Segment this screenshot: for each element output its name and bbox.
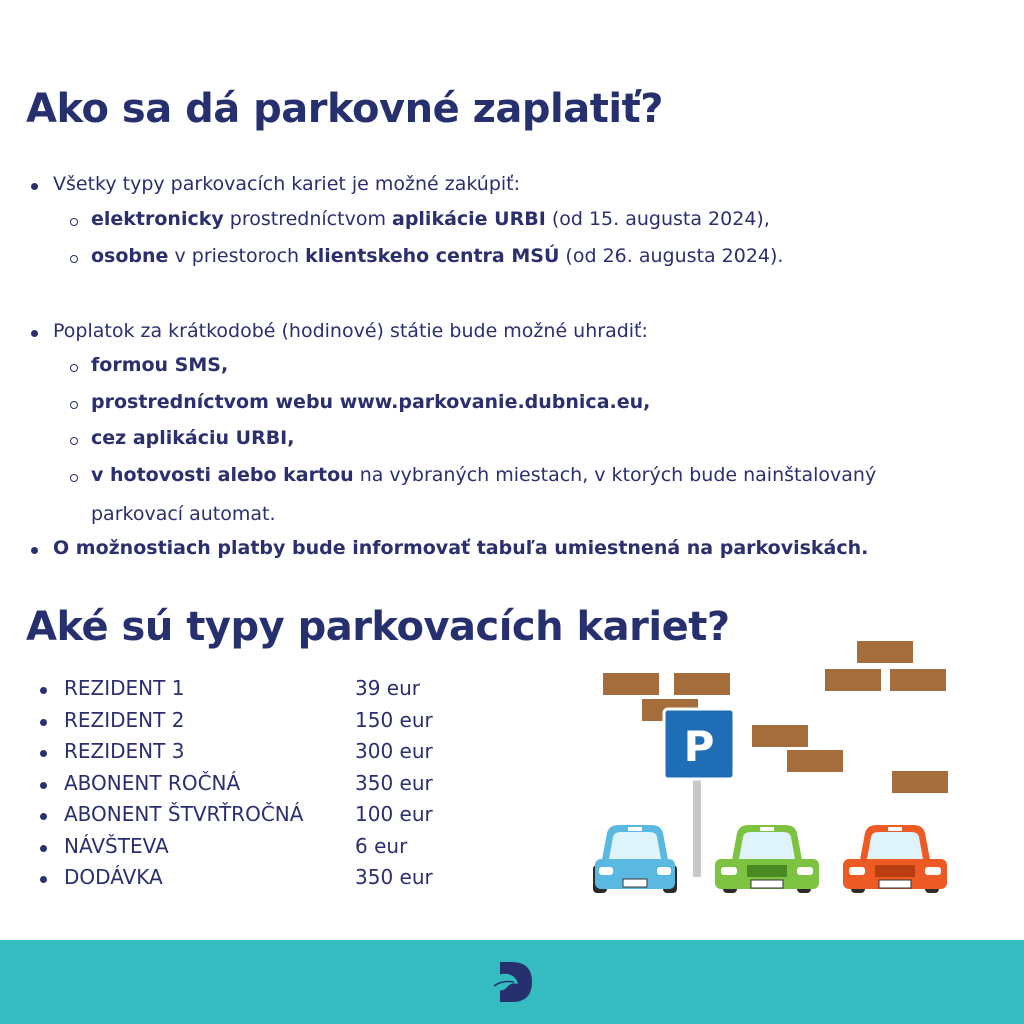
parking-illustration	[585, 635, 955, 910]
card-type-row	[40, 865, 480, 897]
car-orange	[843, 825, 947, 893]
car-blue	[593, 825, 677, 893]
bullet-short-term-fee: Poplatok za krátkodobé (hodinové) státie bude možné uhradiť:	[53, 320, 648, 342]
dubnica-logo-icon	[486, 960, 538, 1004]
sub-bullet-ring	[70, 255, 78, 263]
bullet-cards-purchase: Všetky typy parkovacích kariet je možné zakúpiť:	[53, 173, 521, 195]
bullet-dot	[31, 330, 38, 337]
bullet-dot	[40, 719, 47, 726]
sub-bullet-ring	[70, 474, 78, 482]
sub-bullet-personal: osobne v priestoroch klientskeho centra MSÚ (od 26. augusta 2024).	[91, 245, 784, 267]
parking-sign-letter: P	[683, 722, 715, 771]
card-type-name: ABONENT ŠTVRŤROČNÁ	[64, 802, 304, 826]
card-type-price: 100 eur	[355, 802, 433, 826]
sub-bullet-app: cez aplikáciu URBI,	[91, 427, 295, 449]
card-type-row	[40, 834, 480, 866]
card-types-list	[40, 676, 480, 897]
bullet-dot	[40, 845, 47, 852]
card-type-name: NÁVŠTEVA	[64, 833, 169, 858]
bullet-dot	[40, 813, 47, 820]
brick-wall	[603, 641, 948, 793]
card-type-price: 300 eur	[355, 739, 433, 763]
footer-bar	[0, 940, 1024, 1024]
bullet-info-board: O možnostiach platby bude informovať tabuľa umiestnená na parkoviskách.	[53, 537, 869, 559]
section-title-card-types: Aké sú typy parkovacích kariet?	[26, 604, 730, 650]
car-green	[715, 825, 819, 893]
bullet-dot	[31, 183, 38, 190]
card-type-row	[40, 676, 480, 708]
card-type-price: 350 eur	[355, 865, 433, 889]
card-type-price: 350 eur	[355, 770, 433, 795]
card-type-name: DODÁVKA	[64, 865, 163, 889]
page-title: Ako sa dá parkovné zaplatiť?	[26, 86, 663, 132]
sub-bullet-ring	[70, 364, 78, 372]
card-type-name: ABONENT ROČNÁ	[64, 770, 241, 795]
card-type-row	[40, 802, 480, 834]
sub-bullet-cash-card-cont: parkovací automat.	[91, 503, 276, 525]
card-type-price: 150 eur	[355, 707, 433, 732]
bullet-dot	[31, 547, 38, 554]
bullet-dot	[40, 782, 47, 789]
sub-bullet-web: prostredníctvom webu www.parkovanie.dubnica.eu,	[91, 391, 651, 413]
card-type-row	[40, 708, 480, 740]
bullet-dot	[40, 687, 47, 694]
sub-bullet-electronic: elektronicky prostredníctvom aplikácie URBI (od 15. augusta 2024),	[91, 208, 770, 230]
card-type-name: REZIDENT 2	[64, 707, 185, 732]
card-type-price: 39 eur	[355, 676, 421, 700]
card-type-name: REZIDENT 3	[64, 739, 185, 763]
sub-bullet-ring	[70, 437, 78, 445]
bullet-dot	[40, 750, 47, 757]
card-type-price: 6 eur	[355, 833, 408, 858]
sub-bullet-ring	[70, 218, 78, 226]
parking-sign	[664, 709, 734, 877]
card-type-row	[40, 739, 480, 771]
sub-bullet-cash-card: v hotovosti alebo kartou na vybraných miestach, v ktorých bude nainštalovaný	[91, 464, 877, 486]
card-type-row	[40, 771, 480, 803]
bullet-dot	[40, 876, 47, 883]
sub-bullet-ring	[70, 401, 78, 409]
sub-bullet-sms: formou SMS,	[91, 354, 229, 376]
card-type-name: REZIDENT 1	[64, 676, 185, 700]
